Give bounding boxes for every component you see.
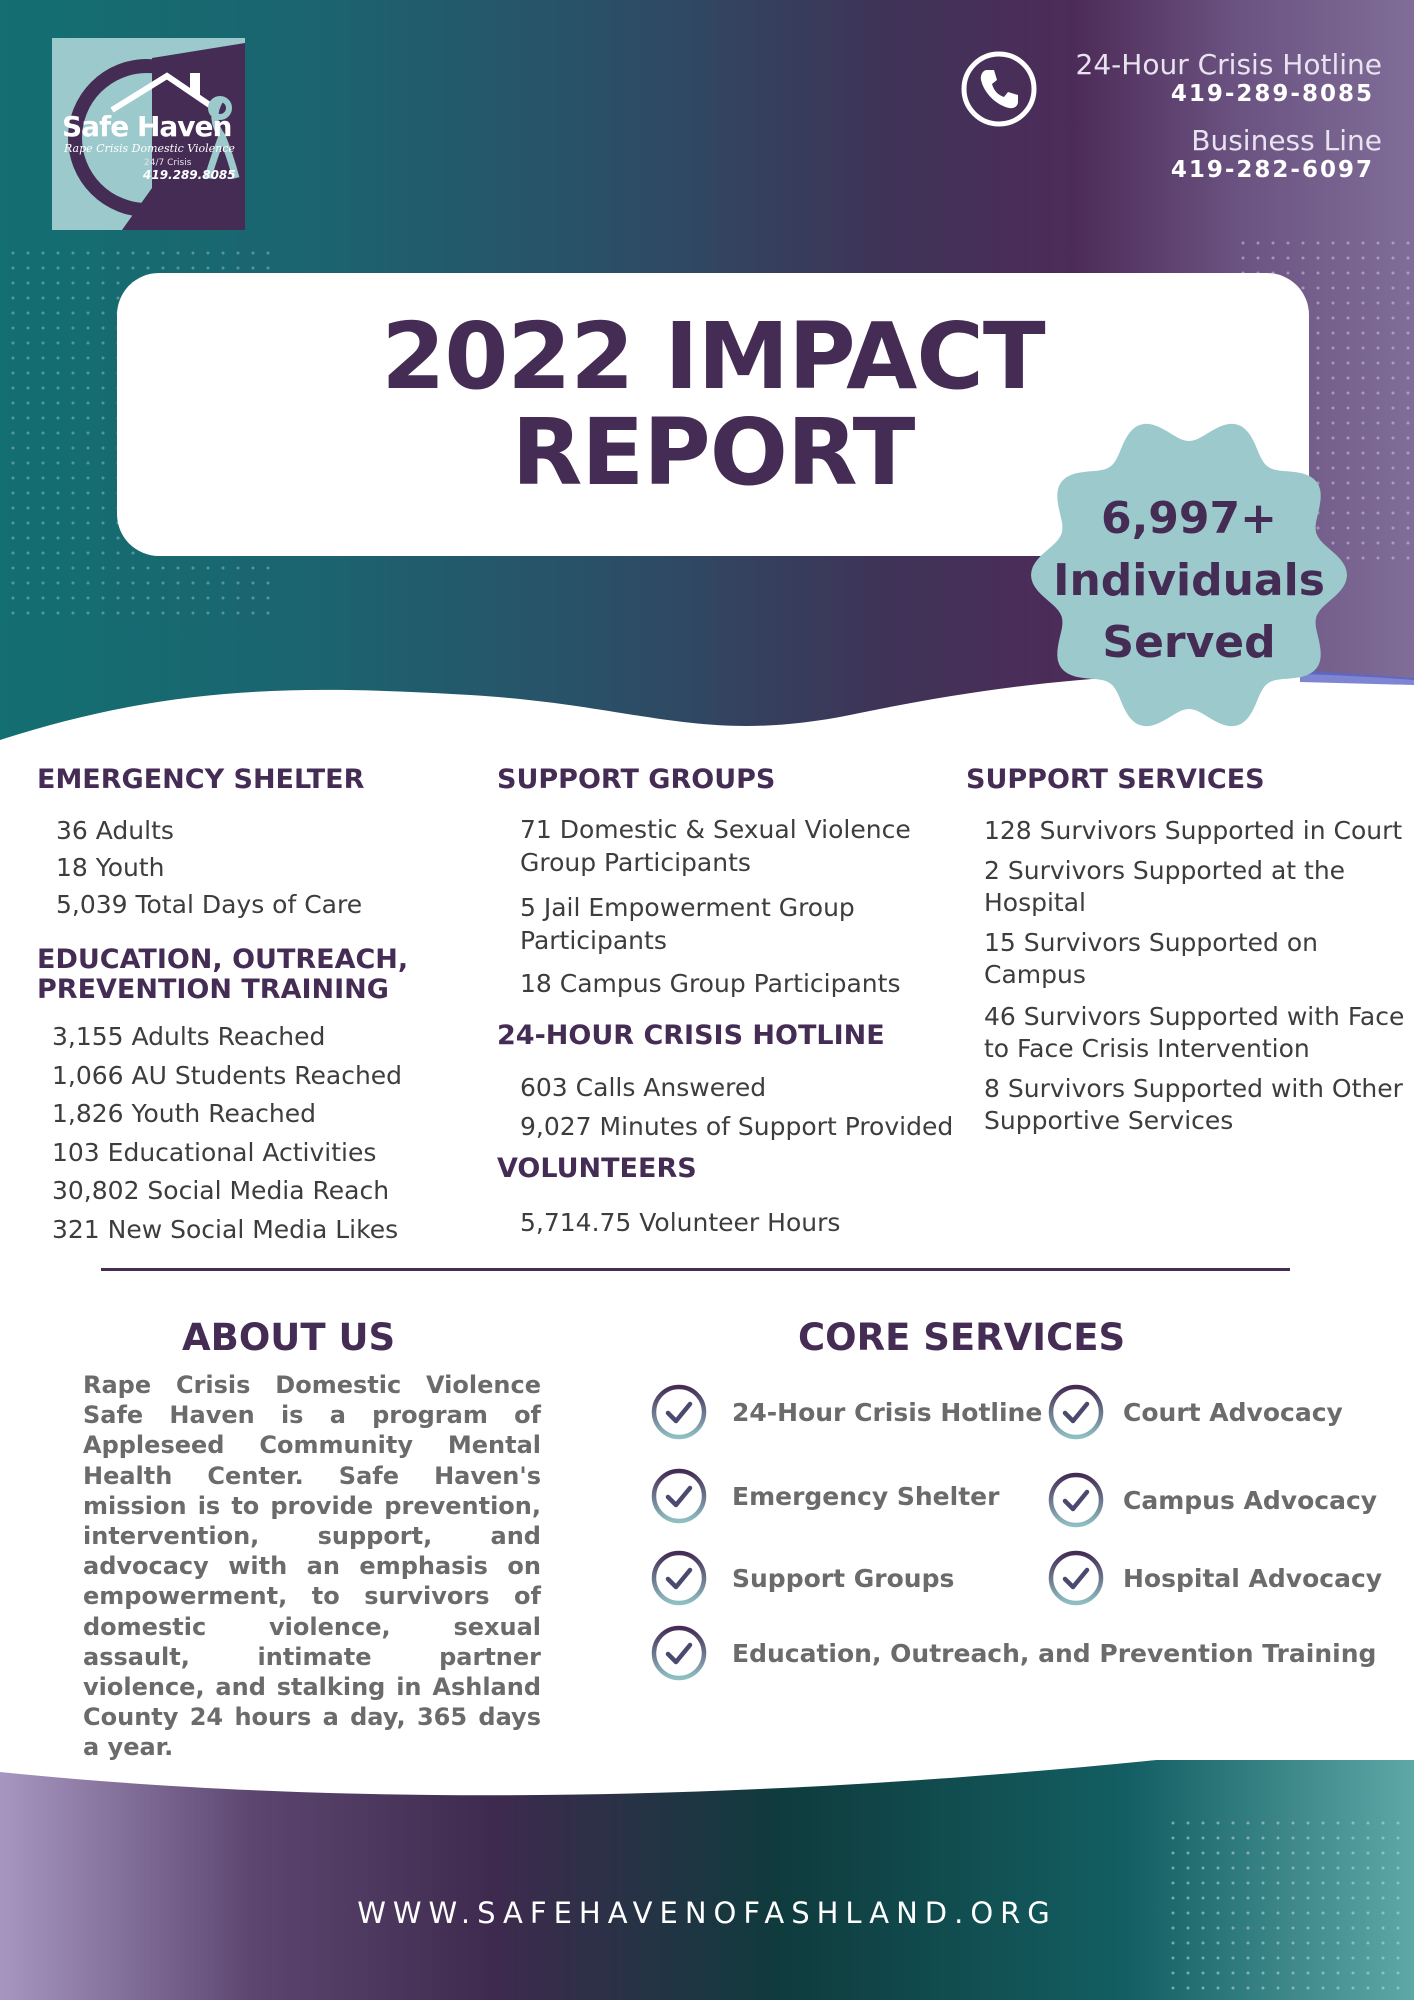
list-item: 18 Youth [56,853,165,882]
core-services-title: CORE SERVICES [798,1316,1126,1359]
check-circle-icon [650,1549,708,1607]
core-service-item [650,1467,999,1525]
list-item: 1,066 AU Students Reached [52,1060,403,1090]
list-item: 128 Survivors Supported in Court [984,816,1403,845]
list-item: 9,027 Minutes of Support Provided [520,1112,954,1141]
list-item: 36 Adults [56,816,174,845]
core-service-item [1047,1383,1343,1441]
list-item: 2 Survivors Supported at the Hospital [984,856,1346,917]
core-service-item [1047,1549,1382,1607]
about-body: Rape Crisis Domestic Violence Safe Haven is a program of Appleseed Community Mental Health Center. Safe Haven's mission is to provide prevention, intervention, support, and advocacy with an emphasis on empowerment, to survivors of domestic violence, sexual assault, intimate partner violence, and stalking in Ashland County 24 hours a day, 365 days a year. [83,1371,541,1762]
core-service-label: Support Groups [732,1563,955,1593]
check-circle-icon [650,1467,708,1525]
core-service-label: Court Advocacy [1123,1397,1343,1427]
list-item: 5,714.75 Volunteer Hours [520,1208,841,1237]
badge-line-2: Individuals [1053,555,1325,606]
list-item: 1,826 Youth Reached [52,1099,316,1128]
support-groups-heading: SUPPORT GROUPS [497,764,776,795]
list-item: 5 Jail Empowerment Group Participants [520,893,855,955]
list-item: 15 Survivors Supported on Campus [984,928,1318,989]
served-badge-text [1028,488,1350,674]
support-services-heading: SUPPORT SERVICES [966,764,1265,795]
hotline-contact [1076,48,1382,107]
list-item: 321 New Social Media Likes [52,1214,399,1244]
core-service-item [1047,1471,1377,1529]
emergency-shelter-list [56,812,362,923]
check-circle-icon [1047,1383,1105,1441]
check-circle-icon [1047,1549,1105,1607]
business-contact [1171,124,1382,183]
core-service-label: Hospital Advocacy [1123,1563,1383,1593]
list-item: 103 Educational Activities [52,1137,377,1167]
emergency-shelter-heading: EMERGENCY SHELTER [37,764,365,795]
business-label: Business Line [1191,124,1382,157]
hotline-number[interactable]: 419-289-8085 [1170,81,1374,107]
education-heading [37,945,408,1005]
logo-tagline: Rape Crisis Domestic Violence [64,142,235,155]
list-item: 18 Campus Group Participants [520,969,901,998]
education-heading-line-1: EDUCATION, OUTREACH, [37,944,409,975]
check-circle-icon [1047,1471,1105,1529]
core-service-label: Campus Advocacy [1123,1485,1378,1515]
phone-icon [960,50,1038,128]
logo-phone: 419.289.8085 [143,168,236,182]
badge-line-3: Served [1102,617,1276,668]
list-item: 3,155 Adults Reached [52,1022,326,1051]
website-link[interactable]: WWW.SAFEHAVENOFASHLAND.ORG [357,1896,1057,1930]
logo-crisis-label: 24/7 Crisis [144,158,192,168]
education-list [52,1018,402,1249]
core-service-label: 24-Hour Crisis Hotline [732,1397,1043,1427]
core-service-item [650,1624,1376,1682]
check-circle-icon [650,1383,708,1441]
support-services-list [984,815,1409,1137]
hotline-heading: 24-HOUR CRISIS HOTLINE [497,1020,885,1051]
education-heading-line-2: PREVENTION TRAINING [37,974,389,1005]
badge-count: 6,997+ [1100,493,1278,544]
title-line-1: 2022 IMPACT [381,303,1045,410]
list-item: 30,802 Social Media Reach [52,1176,390,1205]
volunteers-heading: VOLUNTEERS [497,1153,697,1184]
check-circle-icon [650,1624,708,1682]
business-number[interactable]: 419-282-6097 [1170,157,1374,183]
core-service-item [650,1383,1042,1441]
list-item: 46 Survivors Supported with Face to Face Crisis Intervention [984,1002,1405,1063]
list-item: 71 Domestic & Sexual Violence Group Participants [520,815,911,877]
core-service-label: Education, Outreach, and Prevention Training [732,1638,1377,1668]
list-item: 603 Calls Answered [520,1073,767,1102]
logo-name: Safe Haven [62,110,232,143]
section-divider [101,1268,1290,1271]
safe-haven-logo [52,38,245,230]
hotline-label: 24-Hour Crisis Hotline [1075,48,1382,81]
list-item: 8 Survivors Supported with Other Supportive Services [984,1074,1403,1135]
core-service-item [650,1549,954,1607]
hotline-list [520,1068,953,1146]
volunteers-list [520,1204,840,1242]
core-service-label: Emergency Shelter [732,1481,1000,1511]
list-item: 5,039 Total Days of Care [56,890,363,919]
title-line-2: REPORT [511,399,915,506]
about-title: ABOUT US [182,1316,396,1359]
support-groups-list [520,813,960,1000]
